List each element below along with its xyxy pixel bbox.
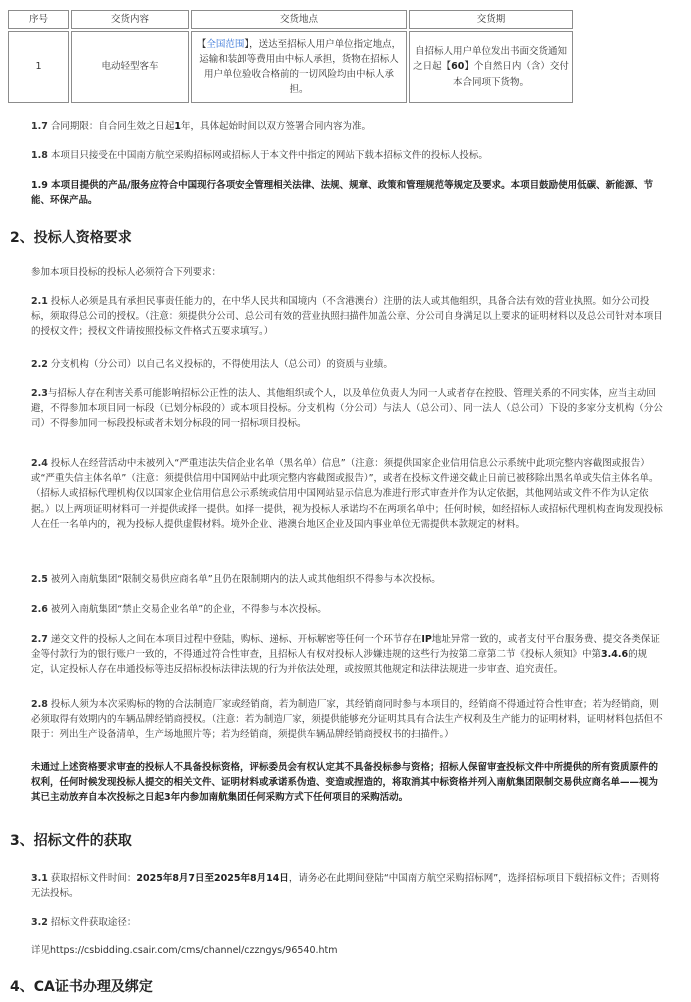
clause-2-3	[31, 386, 663, 432]
clause-year: 1	[174, 121, 181, 132]
clause-3-1	[31, 871, 663, 901]
qualification-warning	[31, 760, 663, 806]
table-row	[8, 31, 573, 103]
header-index: 序号	[8, 10, 69, 29]
period-pre: 自招标人用户单位发出书面交货通知之日起【	[413, 46, 567, 73]
section-heading-2: 2、投标人资格要求	[10, 230, 132, 246]
clause-text: 递交文件的投标人之间在本项目过程中登陆，购标、递标、开标解密等任何一个环节存在	[47, 634, 422, 645]
cell-content: 电动轻型客车	[71, 31, 189, 103]
section-2-intro: 参加本项目投标的投标人必须符合下列要求：	[31, 267, 222, 278]
warning-years: 3	[164, 792, 171, 804]
clause-number: 3.2	[31, 917, 48, 928]
header-place: 交货地点	[191, 10, 407, 29]
clause-number: 2.2	[31, 359, 48, 370]
clause-text-post: 的规定，认定投标人存在串通投标等违反招标投标法律法规的行为并依法处理，或按照其他规定和法律法规进一步审查、追究责任。	[31, 649, 648, 676]
clause-2-8	[31, 697, 663, 743]
clause-text: 与招标人存在利害关系可能影响招标公正性的法人、其他组织或个人，以及单位负责人为同一人或者存在控股、管理关系的不同实体，应当主动回避，不得参加本项目同一标段（已划分标段的）或本项目投标。分支机构（分公司）与法人（总公司）、同一法人（总公司）下设的多家分支机构（分公司）不得参加同一标段投标或者未划分标段的同一招标项目投标。	[31, 388, 663, 430]
clause-dates: 2025年8月7日至2025年8月14日	[136, 873, 289, 884]
warning-text-post: 年内参加南航集团任何采购方式下任何项目的采购活动。	[170, 792, 409, 804]
clause-3-2	[31, 915, 663, 930]
section-heading-3: 3、招标文件的获取	[10, 833, 132, 849]
clause-text: 合同期限：自合同生效之日起	[47, 121, 175, 132]
clause-number: 3.1	[31, 873, 48, 884]
place-link[interactable]: 全国范围	[206, 38, 245, 50]
cell-index: 1	[8, 31, 69, 103]
place-bracket: 【	[196, 38, 207, 50]
clause-1-8	[31, 148, 663, 163]
clause-2-5	[31, 572, 663, 587]
clause-number: 2.4	[31, 458, 48, 469]
clause-number: 2.5	[31, 574, 48, 585]
period-post: 】个自然日内（含）交付本合同项下货物。	[452, 61, 569, 88]
clause-text: 本项目只接受在中国南方航空采购招标网或招标人于本文件中指定的网站下载本招标文件的投标人投标。	[47, 150, 488, 161]
clause-number: 1.8	[31, 150, 48, 161]
header-period: 交货期	[409, 10, 573, 29]
clause-1-9: 1.9 本项目提供的产品/服务应符合中国现行各项安全管理相关法律、法规、规章、政策和管理规范等规定及要求。本项目鼓励使用低碳、新能源、节能、环保产品。	[31, 180, 654, 207]
clause-ref: 3.4.6	[601, 649, 629, 661]
section-heading-4: 4、CA证书办理及绑定	[10, 979, 153, 995]
clause-number: 2.6	[31, 604, 48, 615]
clause-number: 1.7	[31, 121, 48, 132]
place-text: 】，送达至招标人用户单位指定地点，运输和装卸等费用由中标人承担，货物在招标人用户单位验收合格前的一切风险均由中标人承担。	[199, 38, 402, 96]
clause-text: 分支机构（分公司）以自己名义投标的，不得使用法人（总公司）的资质与业绩。	[47, 359, 393, 370]
clause-number: 2.8	[31, 699, 48, 710]
clause-text: 投标人在经营活动中未被列入“严重违法失信企业名单（黑名单）信息”（注意：须提供国家企业信用信息公示系统中此项完整内容截图或报告）或“严重失信主体名单”（注意：须提供信用中国网站中此项完整内容截图或报告）”，或者在投标文件递交截止日前已被移除出黑名单或失信主体名单。（招标人或招标代理机构仅以国家企业信用信息公示系统或信用中国网站显示信息为准进行形式审查并作为认定依据，其他网站或文件不作为认定依据。）以上两项证明材料可一并提供或择一提供。如择一提供，视为投标人承诺均不在两项名单中；任何时候，如经招标人或招标代理机构查询发现投标人在任一名单内的，视为投标人提供虚假材料。境外企业、港澳台地区企业及国内事业单位无需提供本款规定的材料。	[31, 458, 663, 530]
clause-number: 2.7	[31, 634, 48, 645]
clause-text-post: ，请务必在此期间登陆“中国南方航空采购招标网”，选择招标项目下载招标文件；否则将无法投标。	[31, 873, 660, 900]
clause-2-1	[31, 294, 663, 340]
clause-text: 获取招标文件时间：	[47, 873, 137, 884]
warning-text: 未通过上述资格要求审查的投标人不具备投标资格，评标委员会有权认定其不具备投标参与资格；招标人保留审查投标文件中所提供的所有资质原件的权利，任何时候发现投标人提交的相关文件、证明材料或承诺系伪造、变造或捏造的，将取消其中标资格并列入南航集团限制交易供应商名单——视为其已主动放弃自本次投标之日起	[31, 762, 659, 804]
clause-number: 2.1	[31, 296, 48, 307]
clause-1-7	[31, 119, 663, 134]
clause-text: 被列入南航集团“禁止交易企业名单”的企业，不得参与本次投标。	[47, 604, 327, 615]
clause-ip: IP	[421, 634, 432, 645]
clause-text-post: 年，具体起始时间以双方签署合同内容为准。	[181, 121, 372, 132]
download-url[interactable]: 详见https://csbidding.csair.com/cms/channel/czzngys/96540.htm	[31, 945, 338, 956]
clause-text: 招标文件获取途径：	[47, 917, 137, 928]
period-days: 60	[451, 61, 465, 73]
clause-text: 被列入南航集团“限制交易供应商名单”且仍在限制期内的法人或其他组织不得参与本次投标。	[47, 574, 441, 585]
table-header-row	[8, 10, 573, 29]
clause-text-mid: 地址异常一致的，或者支付平台服务费、提交各类保证金等付款行为的银行账户一致的，不得通过符合性审查，且招标人有权对投标人涉嫌违规的这些行为按第二章第二节《投标人须知》中第	[31, 634, 660, 661]
clause-2-6	[31, 602, 663, 617]
clause-2-7	[31, 632, 663, 678]
header-content: 交货内容	[71, 10, 189, 29]
clause-text: 投标人须为本次采购标的物的合法制造厂家或经销商，若为制造厂家，其经销商同时参与本项目的，经销商不得通过符合性审查；若为经销商，则必须取得有效期内的车辆品牌经销商授权。（注意：若为制造厂家，须提供能够充分证明其具有合法生产权利及生产能力的证明材料，证明材料包括但不限于：列出生产设备清单，生产场地照片等；若为经销商，须提供车辆品牌经销商授权书的扫描件。）	[31, 699, 663, 741]
clause-2-4	[31, 456, 663, 532]
cell-place	[191, 31, 407, 103]
cell-period	[409, 31, 573, 103]
delivery-table	[6, 8, 575, 105]
clause-2-2	[31, 357, 663, 372]
clause-number: 2.3	[31, 388, 48, 399]
clause-text: 投标人必须是具有承担民事责任能力的，在中华人民共和国境内（不含港澳台）注册的法人或其他组织，具备合法有效的营业执照。如分公司投标，须取得总公司的授权。（注意：须提供分公司、总公司有效的营业执照扫描件加盖公章、分公司自身满足以上要求的证明材料以及总公司针对本项目的授权文件；授权文件请按照投标文件格式五要求填写。）	[31, 296, 663, 338]
